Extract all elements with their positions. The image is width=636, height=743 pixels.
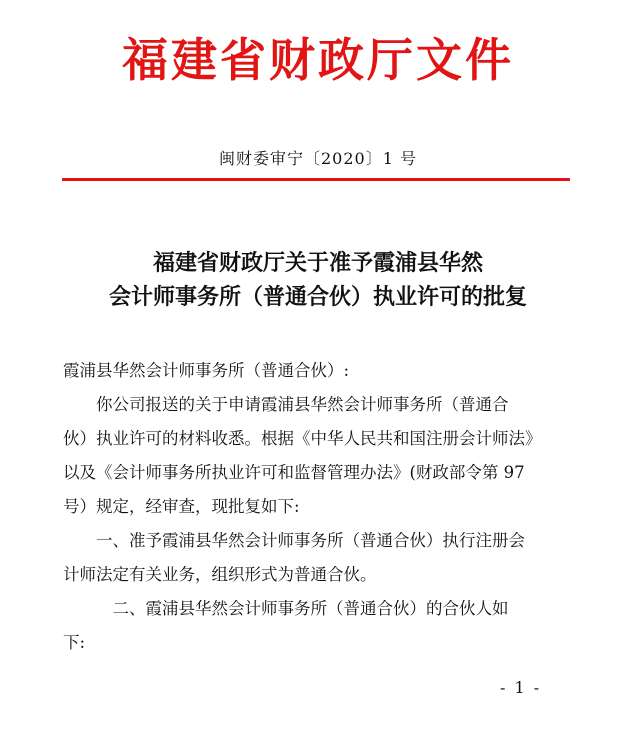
title-line-2: 会计师事务所（普通合伙）执业许可的批复 [108,284,527,310]
body-line: 号）规定，经审查，现批复如下: [63,497,300,516]
body-line: 以及《会计师事务所执业许可和监督管理办法》(财政部令第 97 [63,463,525,482]
body-line: 一、准予霞浦县华然会计师事务所（普通合伙）执行注册会 [63,531,525,550]
document-body [63,354,568,660]
body-line-salutation: 霞浦县华然会计师事务所（普通合伙）: [63,361,350,380]
document-number: 闽财委审宁〔2020〕1 号 [219,149,417,168]
red-divider-line [62,178,570,181]
title-line-1: 福建省财政厅关于准予霞浦县华然 [152,250,483,276]
body-line: 伙）执业许可的材料收悉。根据《中华人民共和国注册会计师法》 [63,429,542,448]
page-number: - 1 - [500,678,542,697]
body-line: 计师法定有关业务，组织形式为普通合伙。 [63,565,377,584]
letterhead-title: 福建省财政厅文件 [122,33,514,87]
body-line: 二、霞浦县华然会计师事务所（普通合伙）的合伙人如 [63,599,509,618]
body-line: 你公司报送的关于申请霞浦县华然会计师事务所（普通合 [63,395,509,414]
document-title [0,246,636,314]
body-line: 下: [63,633,86,652]
